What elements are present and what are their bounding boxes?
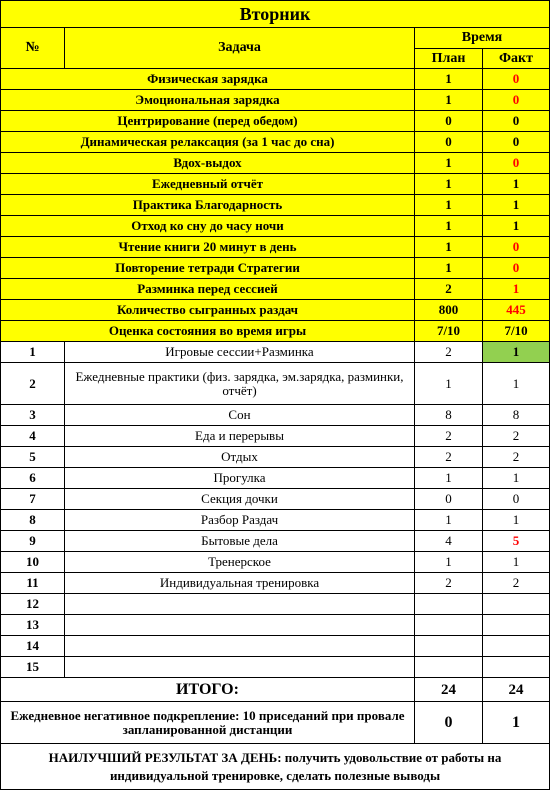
- habit-plan[interactable]: 1: [415, 237, 483, 258]
- habit-label[interactable]: Оценка состояния во время игры: [1, 321, 415, 342]
- task-label[interactable]: [65, 615, 415, 636]
- task-number[interactable]: 5: [1, 447, 65, 468]
- task-row: [1, 657, 550, 678]
- habit-fact[interactable]: 7/10: [483, 321, 550, 342]
- habit-row: [1, 321, 550, 342]
- task-fact[interactable]: 2: [483, 447, 550, 468]
- task-plan[interactable]: [415, 615, 483, 636]
- task-plan[interactable]: 8: [415, 405, 483, 426]
- task-row: [1, 405, 550, 426]
- header-fact[interactable]: Факт: [483, 49, 550, 69]
- task-number[interactable]: 13: [1, 615, 65, 636]
- task-number[interactable]: 7: [1, 489, 65, 510]
- habit-fact[interactable]: 1: [483, 279, 550, 300]
- habit-label[interactable]: Ежедневный отчёт: [1, 174, 415, 195]
- task-label[interactable]: Сон: [65, 405, 415, 426]
- task-number[interactable]: 1: [1, 342, 65, 363]
- habit-row: [1, 90, 550, 111]
- task-fact[interactable]: 1: [483, 552, 550, 573]
- total-label[interactable]: ИТОГО:: [1, 678, 415, 702]
- task-number[interactable]: 2: [1, 363, 65, 405]
- task-label[interactable]: Тренерское: [65, 552, 415, 573]
- header-num[interactable]: №: [1, 28, 65, 69]
- task-number[interactable]: 11: [1, 573, 65, 594]
- task-row: [1, 447, 550, 468]
- negative-plan[interactable]: 0: [415, 702, 483, 744]
- task-fact[interactable]: 2: [483, 573, 550, 594]
- habit-row: [1, 69, 550, 90]
- habit-label[interactable]: Физическая зарядка: [1, 69, 415, 90]
- task-number[interactable]: 6: [1, 468, 65, 489]
- habit-row: [1, 279, 550, 300]
- task-label[interactable]: Прогулка: [65, 468, 415, 489]
- habit-fact[interactable]: 0: [483, 258, 550, 279]
- task-row: [1, 342, 550, 363]
- task-row: [1, 552, 550, 573]
- habit-label[interactable]: Вдох-выдох: [1, 153, 415, 174]
- habit-label[interactable]: Количество сыгранных раздач: [1, 300, 415, 321]
- habit-row: [1, 258, 550, 279]
- task-plan[interactable]: 4: [415, 531, 483, 552]
- task-fact[interactable]: 5: [483, 531, 550, 552]
- header-plan[interactable]: План: [415, 49, 483, 69]
- task-number[interactable]: 14: [1, 636, 65, 657]
- header-task[interactable]: Задача: [65, 28, 415, 69]
- habit-fact[interactable]: 445: [483, 300, 550, 321]
- task-fact[interactable]: 2: [483, 426, 550, 447]
- habit-plan[interactable]: 2: [415, 279, 483, 300]
- task-row: [1, 573, 550, 594]
- task-number[interactable]: 4: [1, 426, 65, 447]
- task-plan[interactable]: 1: [415, 468, 483, 489]
- task-plan[interactable]: [415, 636, 483, 657]
- habit-label[interactable]: Динамическая релаксация (за 1 час до сна): [1, 132, 415, 153]
- task-plan[interactable]: 1: [415, 363, 483, 405]
- habit-plan[interactable]: 1: [415, 174, 483, 195]
- task-row: [1, 636, 550, 657]
- task-fact[interactable]: 1: [483, 342, 550, 363]
- habit-fact[interactable]: 0: [483, 69, 550, 90]
- task-fact[interactable]: 1: [483, 363, 550, 405]
- task-plan[interactable]: 2: [415, 573, 483, 594]
- negative-fact[interactable]: 1: [483, 702, 550, 744]
- habit-label[interactable]: Разминка перед сессией: [1, 279, 415, 300]
- task-row: [1, 510, 550, 531]
- habit-row: [1, 237, 550, 258]
- task-row: [1, 531, 550, 552]
- task-label[interactable]: Отдых: [65, 447, 415, 468]
- habit-label[interactable]: Повторение тетради Стратегии: [1, 258, 415, 279]
- task-fact[interactable]: 0: [483, 489, 550, 510]
- task-plan[interactable]: 2: [415, 447, 483, 468]
- header-time[interactable]: Время: [415, 28, 550, 49]
- best-result-text[interactable]: НАИЛУЧШИЙ РЕЗУЛЬТАТ ЗА ДЕНЬ: получить удовольствие от работы на индивидуальной тренировке, сделать полезные выводы: [1, 744, 550, 790]
- task-row: [1, 363, 550, 405]
- habit-plan[interactable]: 1: [415, 153, 483, 174]
- task-number[interactable]: 15: [1, 657, 65, 678]
- task-label[interactable]: [65, 636, 415, 657]
- habit-fact[interactable]: 0: [483, 90, 550, 111]
- habit-plan[interactable]: 1: [415, 69, 483, 90]
- task-row: [1, 615, 550, 636]
- task-plan[interactable]: 2: [415, 426, 483, 447]
- task-fact[interactable]: 8: [483, 405, 550, 426]
- task-row: [1, 426, 550, 447]
- habit-plan[interactable]: 0: [415, 132, 483, 153]
- task-fact[interactable]: 1: [483, 510, 550, 531]
- negative-reinforcement-label[interactable]: Ежедневное негативное подкрепление: 10 приседаний при провале запланированной дистанции: [1, 702, 415, 744]
- habit-plan[interactable]: 0: [415, 111, 483, 132]
- habit-label[interactable]: Практика Благодарность: [1, 195, 415, 216]
- task-label[interactable]: [65, 594, 415, 615]
- task-label[interactable]: Еда и перерывы: [65, 426, 415, 447]
- habit-plan[interactable]: 800: [415, 300, 483, 321]
- task-label[interactable]: Разбор Раздач: [65, 510, 415, 531]
- habit-fact[interactable]: 1: [483, 195, 550, 216]
- habit-fact[interactable]: 0: [483, 153, 550, 174]
- total-fact[interactable]: 24: [483, 678, 550, 702]
- habit-row: [1, 111, 550, 132]
- habit-fact[interactable]: 1: [483, 216, 550, 237]
- task-plan[interactable]: 2: [415, 342, 483, 363]
- task-number[interactable]: 9: [1, 531, 65, 552]
- habit-fact[interactable]: 0: [483, 111, 550, 132]
- habit-label[interactable]: Эмоциональная зарядка: [1, 90, 415, 111]
- habit-label[interactable]: Чтение книги 20 минут в день: [1, 237, 415, 258]
- habit-fact[interactable]: 1: [483, 174, 550, 195]
- task-number[interactable]: 3: [1, 405, 65, 426]
- task-row: [1, 594, 550, 615]
- habit-label[interactable]: Отход ко сну до часу ночи: [1, 216, 415, 237]
- task-label[interactable]: Индивидуальная тренировка: [65, 573, 415, 594]
- habit-plan[interactable]: 1: [415, 216, 483, 237]
- task-label[interactable]: Ежедневные практики (физ. зарядка, эм.зарядка, разминки, отчёт): [65, 363, 415, 405]
- task-label[interactable]: [65, 657, 415, 678]
- habit-row: [1, 195, 550, 216]
- habit-fact[interactable]: 0: [483, 132, 550, 153]
- total-plan[interactable]: 24: [415, 678, 483, 702]
- task-fact[interactable]: 1: [483, 468, 550, 489]
- task-label[interactable]: Бытовые дела: [65, 531, 415, 552]
- task-number[interactable]: 10: [1, 552, 65, 573]
- task-number[interactable]: 12: [1, 594, 65, 615]
- habit-plan[interactable]: 1: [415, 195, 483, 216]
- task-plan[interactable]: 0: [415, 489, 483, 510]
- task-number[interactable]: 8: [1, 510, 65, 531]
- habit-plan[interactable]: 1: [415, 258, 483, 279]
- task-plan[interactable]: [415, 594, 483, 615]
- habit-row: [1, 174, 550, 195]
- task-row: [1, 468, 550, 489]
- task-plan[interactable]: [415, 657, 483, 678]
- task-label[interactable]: Секция дочки: [65, 489, 415, 510]
- task-fact[interactable]: [483, 657, 550, 678]
- habit-row: [1, 132, 550, 153]
- habit-plan[interactable]: 1: [415, 90, 483, 111]
- task-fact[interactable]: [483, 615, 550, 636]
- habit-label[interactable]: Центрирование (перед обедом): [1, 111, 415, 132]
- habit-row: [1, 216, 550, 237]
- task-plan[interactable]: 1: [415, 552, 483, 573]
- task-fact[interactable]: [483, 636, 550, 657]
- habit-plan[interactable]: 7/10: [415, 321, 483, 342]
- habit-row: [1, 153, 550, 174]
- task-row: [1, 489, 550, 510]
- task-plan[interactable]: 1: [415, 510, 483, 531]
- task-label[interactable]: Игровые сессии+Разминка: [65, 342, 415, 363]
- day-title[interactable]: Вторник: [1, 1, 550, 28]
- habit-row: [1, 300, 550, 321]
- habit-fact[interactable]: 0: [483, 237, 550, 258]
- task-fact[interactable]: [483, 594, 550, 615]
